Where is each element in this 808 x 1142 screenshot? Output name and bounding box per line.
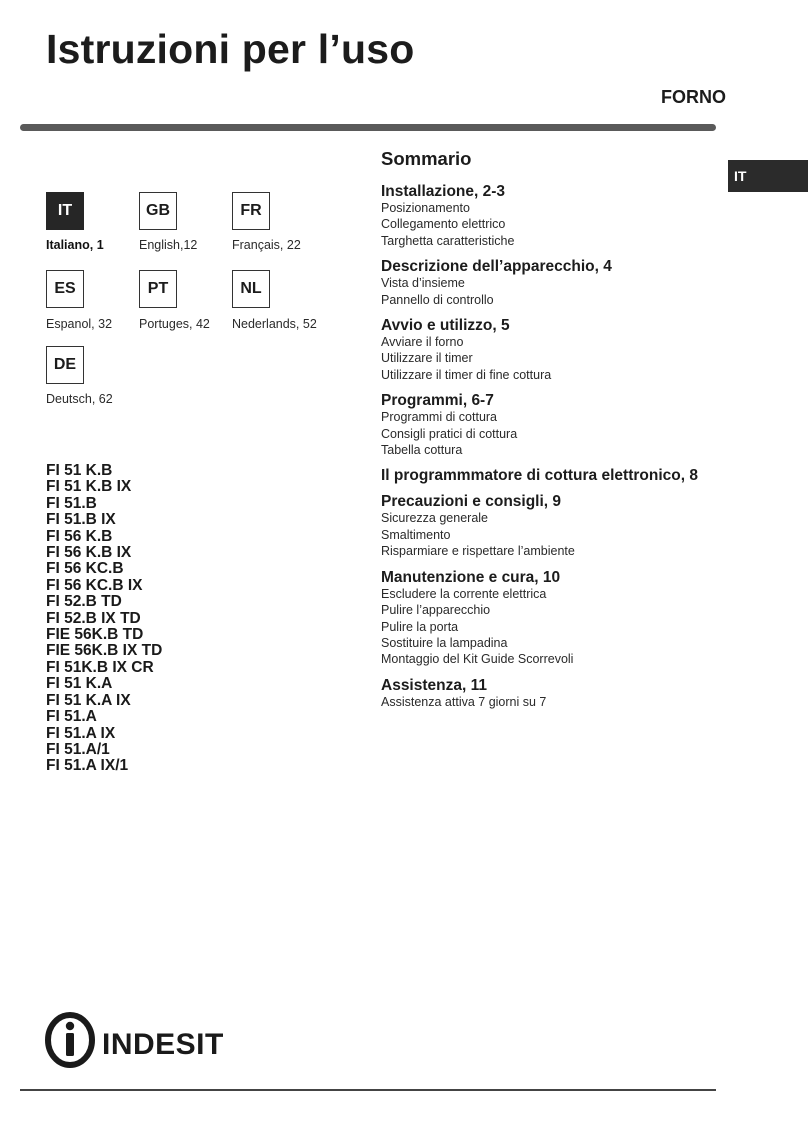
toc-item: Tabella cottura: [381, 443, 463, 458]
brand-wordmark: INDESIT: [102, 1028, 224, 1061]
toc-item: Montaggio del Kit Guide Scorrevoli: [381, 652, 574, 667]
lang-box-gb[interactable]: GB: [139, 192, 177, 230]
product-name: FORNO: [661, 87, 726, 107]
lang-label-gb[interactable]: English,12: [139, 238, 198, 252]
lang-label-fr[interactable]: Français, 22: [232, 238, 301, 252]
language-side-tab: IT: [728, 160, 808, 192]
toc-section: [381, 467, 721, 484]
toc-item: Programmi di cottura: [381, 410, 498, 425]
lang-box-es[interactable]: ES: [46, 270, 84, 308]
toc-section: [381, 493, 721, 559]
toc-section: [381, 677, 721, 710]
toc-item: Escludere la corrente elettrica: [381, 586, 547, 601]
toc-section: [381, 183, 721, 249]
toc-item: Pulire l’apparecchio: [381, 603, 491, 618]
model-item: FI 51.A IX: [46, 724, 116, 742]
model-item: FI 51 K.B: [46, 462, 113, 479]
model-item: FI 51.B: [46, 494, 97, 512]
model-item: FI 56 KC.B: [46, 560, 124, 578]
lang-box-pt[interactable]: PT: [139, 270, 177, 308]
toc-section-title[interactable]: Manutenzione e cura, 10: [381, 568, 561, 586]
lang-label-de[interactable]: Deutsch, 62: [46, 392, 113, 406]
model-item: FI 51.B IX: [46, 511, 116, 529]
model-item: FI 56 K.B: [46, 527, 113, 545]
toc-item: Collegamento elettrico: [381, 217, 506, 232]
lang-box-de[interactable]: DE: [46, 346, 84, 384]
lang-label-it[interactable]: Italiano, 1: [46, 238, 104, 252]
toc-item: Sostituire la lampadina: [381, 635, 508, 650]
model-item: FI 52.B IX TD: [46, 609, 141, 627]
model-item: FI 56 KC.B IX: [46, 576, 143, 594]
toc-section: [381, 392, 721, 458]
toc-section-title[interactable]: Programmi, 6-7: [381, 392, 494, 410]
toc-item: Avviare il forno: [381, 335, 464, 350]
logo-dot-icon: [66, 1022, 74, 1030]
toc-section-title[interactable]: Precauzioni e consigli, 9: [381, 493, 562, 511]
toc-item: Vista d’insieme: [381, 276, 465, 291]
model-item: FI 51.A/1: [46, 740, 110, 758]
toc-section: [381, 569, 721, 668]
header-divider: [20, 124, 716, 131]
model-item: FI 51 K.A: [46, 675, 113, 693]
footer-divider: [20, 1089, 716, 1091]
model-list: [46, 463, 162, 775]
toc-section-title[interactable]: Descrizione dell’apparecchio, 4: [381, 258, 612, 276]
page-title: Istruzioni per l’uso: [46, 26, 415, 72]
lang-label-es[interactable]: Espanol, 32: [46, 317, 113, 331]
model-item: FI 51.A: [46, 708, 97, 726]
table-of-contents: [381, 148, 721, 719]
model-item: FI 56 K.B IX: [46, 544, 132, 562]
logo-stem-icon: [66, 1033, 74, 1056]
model-item: FI 51.A IX/1: [46, 757, 129, 775]
lang-box-it[interactable]: IT: [46, 192, 84, 230]
toc-item: Sicurezza generale: [381, 511, 489, 526]
model-item: FIE 56K.B IX TD: [46, 642, 163, 660]
model-item: FI 51 K.A IX: [46, 691, 131, 709]
lang-label-nl[interactable]: Nederlands, 52: [232, 317, 317, 331]
lang-box-nl[interactable]: NL: [232, 270, 270, 308]
model-item: FI 51K.B IX CR: [46, 658, 154, 676]
toc-section-title[interactable]: Avvio e utilizzo, 5: [381, 317, 510, 335]
toc-item: Smaltimento: [381, 527, 451, 542]
model-item: FI 51 K.B IX: [46, 478, 132, 496]
model-item: FIE 56K.B TD: [46, 626, 144, 644]
toc-item: Utilizzare il timer di fine cottura: [381, 367, 552, 382]
toc-section: [381, 317, 721, 383]
toc-section-title[interactable]: Installazione, 2-3: [381, 183, 506, 200]
lang-box-fr[interactable]: FR: [232, 192, 270, 230]
toc-section: [381, 258, 721, 308]
toc-item: Posizionamento: [381, 201, 470, 215]
indesit-logo: [44, 1012, 244, 1068]
toc-item: Consigli pratici di cottura: [381, 426, 518, 441]
toc-item: Utilizzare il timer: [381, 351, 473, 366]
toc-heading: Sommario: [381, 148, 472, 169]
toc-item: Assistenza attiva 7 giorni su 7: [381, 694, 547, 709]
toc-section-title[interactable]: Il programmmatore di cottura elettronico, 8: [381, 467, 698, 485]
toc-item: Pulire la porta: [381, 619, 459, 634]
model-item: FI 52.B TD: [46, 593, 122, 611]
lang-label-pt[interactable]: Portuges, 42: [139, 317, 210, 331]
toc-item: Risparmiare e rispettare l’ambiente: [381, 544, 575, 559]
toc-item: Targhetta caratteristiche: [381, 233, 515, 248]
toc-section-title[interactable]: Assistenza, 11: [381, 676, 487, 694]
toc-item: Pannello di controllo: [381, 292, 494, 307]
